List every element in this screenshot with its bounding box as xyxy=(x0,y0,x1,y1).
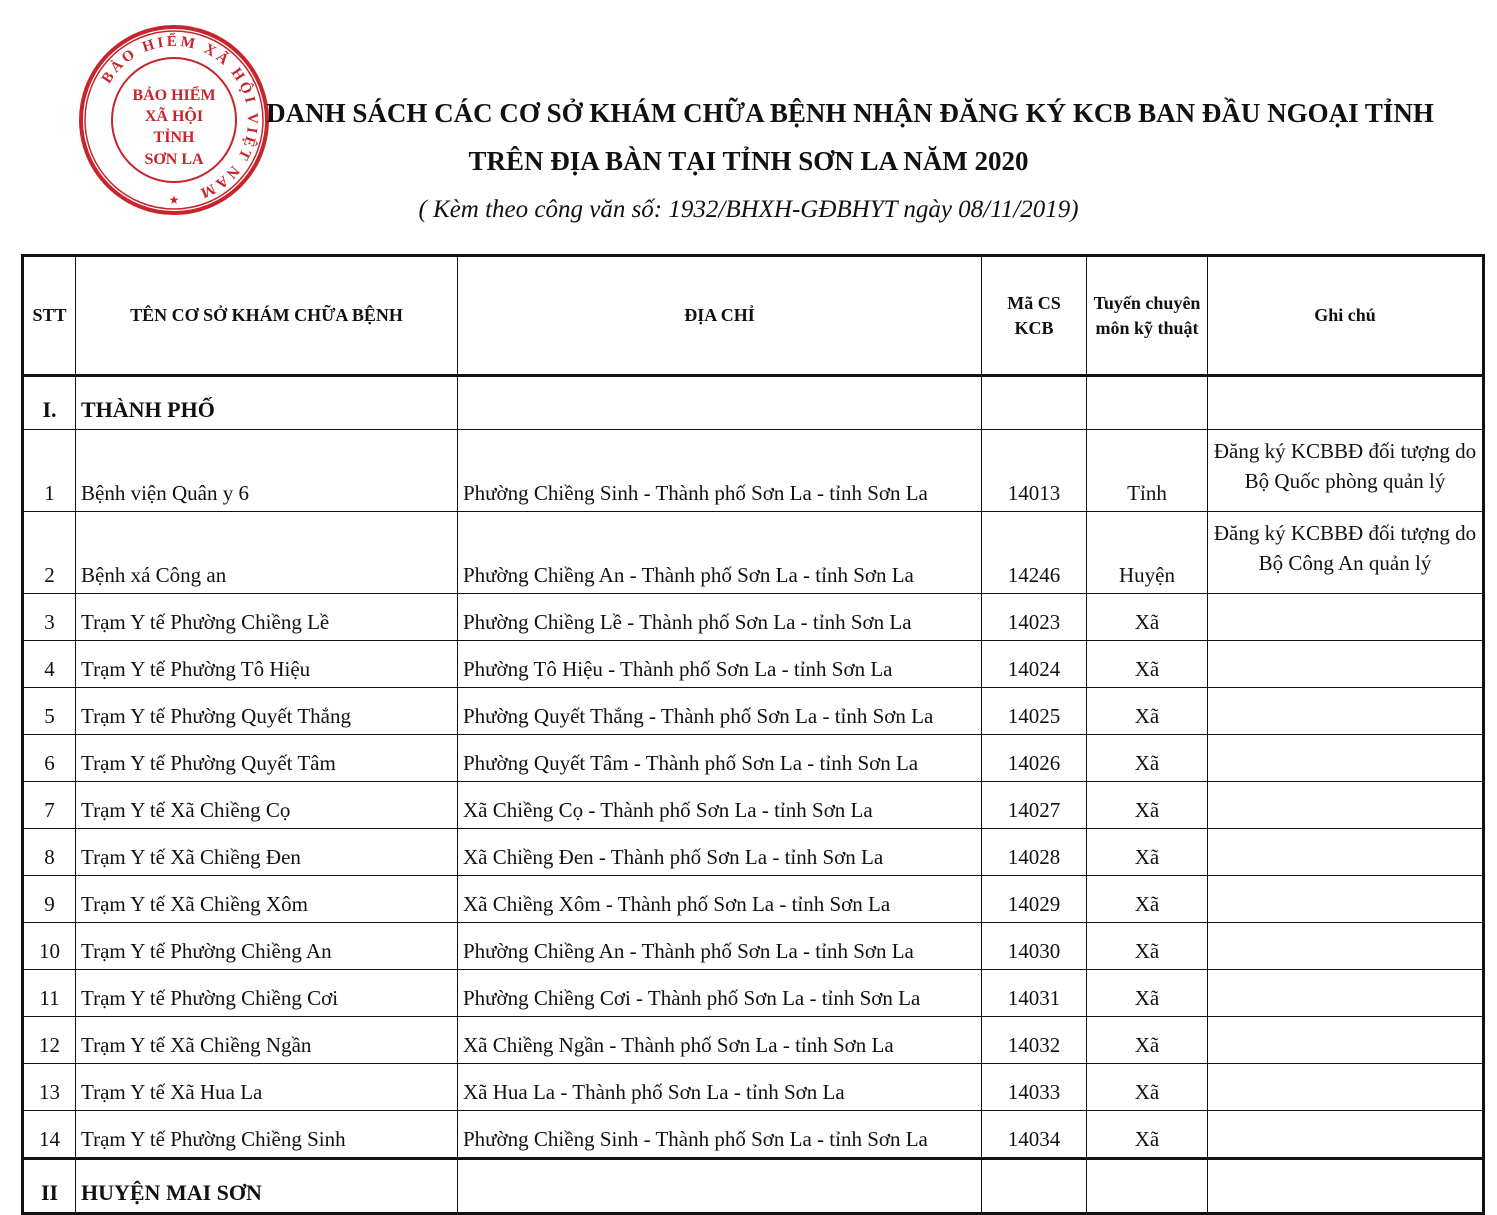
section-number: I. xyxy=(23,376,76,430)
row-level: Xã xyxy=(1087,923,1208,970)
row-address: Xã Chiềng Ngần - Thành phố Sơn La - tỉnh Sơn La xyxy=(458,1017,982,1064)
row-name: Bệnh xá Công an xyxy=(76,512,458,594)
document-title-line-1: DANH SÁCH CÁC CƠ SỞ KHÁM CHỮA BỆNH NHẬN ĐĂNG KÝ KCB BAN ĐẦU NGOẠI TỈNH xyxy=(266,98,1434,128)
table-row xyxy=(23,512,1484,594)
row-stt: 2 xyxy=(23,512,76,594)
table-row xyxy=(23,1064,1484,1111)
row-code: 14026 xyxy=(982,735,1087,782)
header-name: TÊN CƠ SỞ KHÁM CHỮA BỆNH xyxy=(76,256,458,376)
seal-star-icon: ★ xyxy=(168,193,180,207)
row-code: 14025 xyxy=(982,688,1087,735)
table-header-row xyxy=(23,256,1484,376)
row-address: Xã Chiềng Cọ - Thành phố Sơn La - tỉnh Sơn La xyxy=(458,782,982,829)
row-name: Trạm Y tế Phường Tô Hiệu xyxy=(76,641,458,688)
table-row xyxy=(23,923,1484,970)
row-level: Xã xyxy=(1087,970,1208,1017)
row-name: Trạm Y tế Phường Quyết Thắng xyxy=(76,688,458,735)
row-code: 14023 xyxy=(982,594,1087,641)
section-number: II xyxy=(23,1159,76,1214)
row-name: Trạm Y tế Xã Chiềng Ngần xyxy=(76,1017,458,1064)
header-level: Tuyến chuyên môn kỹ thuật xyxy=(1087,256,1208,376)
row-note xyxy=(1208,641,1484,688)
row-code: 14027 xyxy=(982,782,1087,829)
row-level: Xã xyxy=(1087,829,1208,876)
row-stt: 1 xyxy=(23,430,76,512)
row-stt: 10 xyxy=(23,923,76,970)
row-name: Trạm Y tế Phường Chiềng An xyxy=(76,923,458,970)
row-level: Xã xyxy=(1087,688,1208,735)
row-stt: 12 xyxy=(23,1017,76,1064)
row-note xyxy=(1208,1017,1484,1064)
row-code: 14029 xyxy=(982,876,1087,923)
row-address: Phường Chiềng Lề - Thành phố Sơn La - tỉnh Sơn La xyxy=(458,594,982,641)
document-subtitle: ( Kèm theo công văn số: 1932/BHXH-GĐBHYT ngày 08/11/2019) xyxy=(418,196,1079,223)
row-name: Trạm Y tế Phường Quyết Tâm xyxy=(76,735,458,782)
table-row xyxy=(23,688,1484,735)
row-stt: 4 xyxy=(23,641,76,688)
row-note xyxy=(1208,1111,1484,1159)
row-note xyxy=(1208,594,1484,641)
row-note xyxy=(1208,688,1484,735)
row-code: 14032 xyxy=(982,1017,1087,1064)
table-row xyxy=(23,641,1484,688)
row-name: Trạm Y tế Phường Chiềng Cơi xyxy=(76,970,458,1017)
row-name: Trạm Y tế Xã Chiềng Đen xyxy=(76,829,458,876)
row-stt: 14 xyxy=(23,1111,76,1159)
row-code: 14013 xyxy=(982,430,1087,512)
row-address: Phường Chiềng Sinh - Thành phố Sơn La - tỉnh Sơn La xyxy=(458,430,982,512)
row-note: Đăng ký KCBBĐ đối tượng do Bộ Công An quản lý xyxy=(1208,512,1484,594)
row-level: Xã xyxy=(1087,1017,1208,1064)
row-note xyxy=(1208,1064,1484,1111)
row-address: Xã Hua La - Thành phố Sơn La - tỉnh Sơn La xyxy=(458,1064,982,1111)
row-address: Xã Chiềng Xôm - Thành phố Sơn La - tỉnh Sơn La xyxy=(458,876,982,923)
row-address: Phường Chiềng Cơi - Thành phố Sơn La - tỉnh Sơn La xyxy=(458,970,982,1017)
row-address: Phường Quyết Thắng - Thành phố Sơn La - tỉnh Sơn La xyxy=(458,688,982,735)
row-level: Xã xyxy=(1087,1064,1208,1111)
section-name: THÀNH PHỐ xyxy=(76,376,458,430)
row-name: Trạm Y tế Phường Chiềng Sinh xyxy=(76,1111,458,1159)
row-code: 14033 xyxy=(982,1064,1087,1111)
seal-line-2: XÃ HỘI xyxy=(144,108,204,125)
row-note xyxy=(1208,735,1484,782)
header-stt: STT xyxy=(23,256,76,376)
row-level: Xã xyxy=(1087,1111,1208,1159)
row-level: Xã xyxy=(1087,735,1208,782)
header-address: ĐỊA CHỈ xyxy=(458,256,982,376)
row-address: Xã Chiềng Đen - Thành phố Sơn La - tỉnh Sơn La xyxy=(458,829,982,876)
row-note xyxy=(1208,923,1484,970)
row-stt: 5 xyxy=(23,688,76,735)
table-row xyxy=(23,782,1484,829)
row-note xyxy=(1208,829,1484,876)
row-code: 14028 xyxy=(982,829,1087,876)
row-note xyxy=(1208,782,1484,829)
row-code: 14246 xyxy=(982,512,1087,594)
facility-table xyxy=(21,254,1485,1215)
row-stt: 7 xyxy=(23,782,76,829)
section-row xyxy=(23,376,1484,430)
row-name: Trạm Y tế Xã Chiềng Cọ xyxy=(76,782,458,829)
seal-line-3: TỈNH xyxy=(153,129,195,146)
row-stt: 6 xyxy=(23,735,76,782)
row-level: Xã xyxy=(1087,782,1208,829)
table-row xyxy=(23,876,1484,923)
row-level: Xã xyxy=(1087,594,1208,641)
row-stt: 13 xyxy=(23,1064,76,1111)
row-stt: 11 xyxy=(23,970,76,1017)
row-code: 14034 xyxy=(982,1111,1087,1159)
seal-line-1: BẢO HIỂM xyxy=(132,87,216,104)
row-name: Trạm Y tế Xã Chiềng Xôm xyxy=(76,876,458,923)
row-level: Xã xyxy=(1087,876,1208,923)
section-row xyxy=(23,1159,1484,1214)
row-note: Đăng ký KCBBĐ đối tượng do Bộ Quốc phòng quản lý xyxy=(1208,430,1484,512)
section-name: HUYỆN MAI SƠN xyxy=(76,1159,458,1214)
row-level: Huyện xyxy=(1087,512,1208,594)
row-address: Phường Chiềng Sinh - Thành phố Sơn La - tỉnh Sơn La xyxy=(458,1111,982,1159)
seal-line-4: SƠN LA xyxy=(144,151,204,168)
row-level: Tỉnh xyxy=(1087,430,1208,512)
table-row xyxy=(23,735,1484,782)
row-address: Phường Tô Hiệu - Thành phố Sơn La - tỉnh Sơn La xyxy=(458,641,982,688)
row-address: Phường Chiềng An - Thành phố Sơn La - tỉnh Sơn La xyxy=(458,923,982,970)
row-name: Trạm Y tế Xã Hua La xyxy=(76,1064,458,1111)
header-code: Mã CS KCB xyxy=(982,256,1087,376)
row-stt: 9 xyxy=(23,876,76,923)
table-row xyxy=(23,1111,1484,1159)
table-row xyxy=(23,430,1484,512)
row-address: Phường Quyết Tâm - Thành phố Sơn La - tỉnh Sơn La xyxy=(458,735,982,782)
table-row xyxy=(23,1017,1484,1064)
header-note: Ghi chú xyxy=(1208,256,1484,376)
table-row xyxy=(23,594,1484,641)
row-note xyxy=(1208,876,1484,923)
row-name: Bệnh viện Quân y 6 xyxy=(76,430,458,512)
row-code: 14030 xyxy=(982,923,1087,970)
row-note xyxy=(1208,970,1484,1017)
row-level: Xã xyxy=(1087,641,1208,688)
row-code: 14031 xyxy=(982,970,1087,1017)
table-row xyxy=(23,970,1484,1017)
row-stt: 8 xyxy=(23,829,76,876)
row-address: Phường Chiềng An - Thành phố Sơn La - tỉnh Sơn La xyxy=(458,512,982,594)
table-row xyxy=(23,829,1484,876)
row-stt: 3 xyxy=(23,594,76,641)
row-name: Trạm Y tế Phường Chiềng Lề xyxy=(76,594,458,641)
document-title-line-2: TRÊN ĐỊA BÀN TẠI TỈNH SƠN LA NĂM 2020 xyxy=(468,146,1029,176)
seal-ring-text: BẢO HIỂM XÃ HỘI VIỆT NAM xyxy=(98,33,261,202)
row-code: 14024 xyxy=(982,641,1087,688)
